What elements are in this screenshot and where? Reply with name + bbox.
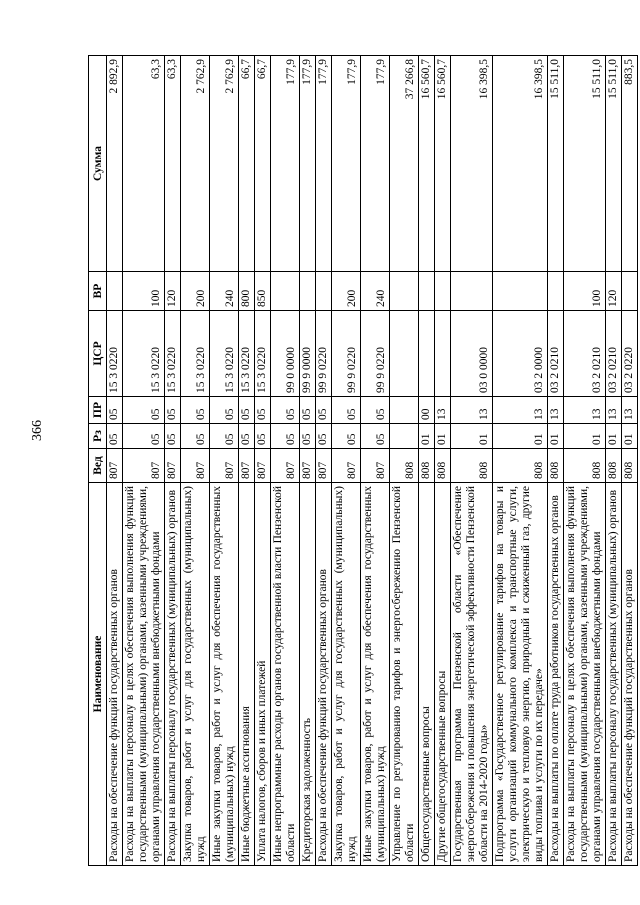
cell-rz: 01	[606, 424, 622, 449]
table-row	[622, 56, 638, 866]
cell-name: Расходы на выплаты персоналу в целях обеспечения выполнения функций государственными (муниципальными) органами, казенными учреждениями, органами управления государственными внебюджетными фондами	[123, 483, 165, 866]
cell-sum: 15 511,0	[606, 56, 622, 272]
cell-sum: 66,7	[239, 56, 255, 272]
cell-pr: 05	[300, 397, 316, 424]
cell-ved: 807	[255, 449, 271, 483]
cell-ved: 807	[210, 449, 239, 483]
cell-name: Расходы на выплаты персоналу государственных (муниципальных) органов	[606, 483, 622, 866]
cell-vr: 120	[165, 272, 181, 311]
cell-rz: 05	[165, 424, 181, 449]
cell-pr: 13	[606, 397, 622, 424]
cell-vr	[300, 272, 316, 311]
cell-ved: 807	[123, 449, 165, 483]
cell-ved: 807	[300, 449, 316, 483]
cell-pr: 13	[548, 397, 564, 424]
cell-csr: 03 2 0210	[548, 311, 564, 397]
cell-pr: 05	[271, 397, 300, 424]
cell-sum: 15 511,0	[548, 56, 564, 272]
cell-vr	[622, 272, 638, 311]
cell-pr: 05	[332, 397, 361, 424]
cell-ved: 807	[165, 449, 181, 483]
cell-vr: 100	[123, 272, 165, 311]
cell-name: Управление по регулированию тарифов и энергосбережению Пензенской области	[390, 483, 419, 866]
cell-sum: 177,9	[361, 56, 390, 272]
cell-ved: 808	[451, 449, 493, 483]
cell-ved: 808	[564, 449, 606, 483]
cell-rz: 05	[361, 424, 390, 449]
cell-name: Кредиторская задолженность	[300, 483, 316, 866]
cell-csr: 15 3 0220	[181, 311, 210, 397]
cell-rz: 01	[435, 424, 451, 449]
cell-sum: 66,7	[255, 56, 271, 272]
cell-ved: 808	[435, 449, 451, 483]
header-ved: Вед	[89, 449, 107, 483]
cell-csr: 15 3 0220	[210, 311, 239, 397]
cell-csr: 03 2 0210	[564, 311, 606, 397]
cell-name: Общегосударственные вопросы	[419, 483, 435, 866]
header-name: Наименование	[89, 483, 107, 866]
cell-rz: 01	[622, 424, 638, 449]
table-row	[210, 56, 239, 866]
cell-name: Расходы на выплаты по оплате труда работников государственных органов	[548, 483, 564, 866]
cell-sum: 177,9	[316, 56, 332, 272]
table-row	[239, 56, 255, 866]
cell-pr: 13	[564, 397, 606, 424]
cell-pr	[390, 397, 419, 424]
cell-ved: 808	[606, 449, 622, 483]
cell-sum: 177,9	[271, 56, 300, 272]
table-row	[419, 56, 435, 866]
cell-pr: 13	[451, 397, 493, 424]
cell-ved: 807	[107, 449, 123, 483]
cell-vr	[316, 272, 332, 311]
cell-rz: 05	[210, 424, 239, 449]
cell-vr: 200	[332, 272, 361, 311]
cell-rz: 05	[332, 424, 361, 449]
cell-rz: 01	[564, 424, 606, 449]
cell-sum: 37 266,8	[390, 56, 419, 272]
cell-name: Иные закупки товаров, работ и услуг для обеспечения государственных (муниципальных) нужд	[210, 483, 239, 866]
cell-name: Другие общегосударственные вопросы	[435, 483, 451, 866]
cell-sum: 2 892,9	[107, 56, 123, 272]
cell-rz: 05	[107, 424, 123, 449]
cell-csr: 03 2 0220	[622, 311, 638, 397]
cell-ved: 808	[622, 449, 638, 483]
table-row	[332, 56, 361, 866]
cell-rz: 05	[300, 424, 316, 449]
cell-vr: 200	[181, 272, 210, 311]
cell-name: Расходы на выплаты персоналу в целях обеспечения выполнения функций государственными (муниципальными) органами, казенными учреждениями, органами управления государственными внебюджетными фондами	[564, 483, 606, 866]
cell-sum: 2 762,9	[210, 56, 239, 272]
cell-rz: 01	[493, 424, 548, 449]
cell-vr	[548, 272, 564, 311]
cell-pr: 05	[107, 397, 123, 424]
cell-ved: 807	[239, 449, 255, 483]
cell-vr	[271, 272, 300, 311]
cell-csr: 15 3 0220	[255, 311, 271, 397]
cell-ved: 808	[548, 449, 564, 483]
cell-rz: 01	[451, 424, 493, 449]
header-pr: ПР	[89, 397, 107, 424]
cell-rz	[390, 424, 419, 449]
cell-sum: 16 560,7	[435, 56, 451, 272]
cell-csr: 99 9 0000	[300, 311, 316, 397]
cell-pr: 13	[435, 397, 451, 424]
cell-ved: 807	[361, 449, 390, 483]
cell-pr: 05	[210, 397, 239, 424]
cell-pr: 05	[181, 397, 210, 424]
cell-name: Иные закупки товаров, работ и услуг для обеспечения государственных (муниципальных) нужд	[361, 483, 390, 866]
cell-sum: 883,5	[622, 56, 638, 272]
cell-rz: 05	[316, 424, 332, 449]
table-row	[255, 56, 271, 866]
cell-name: Закупка товаров, работ и услуг для государственных (муниципальных) нужд	[332, 483, 361, 866]
cell-name: Расходы на выплаты персоналу государственных (муниципальных) органов	[165, 483, 181, 866]
cell-name: Государственная программа Пензенской области «Обеспечение энергосбережения и повышения энергетической эффективности Пензенской области на 2014-2020 годы»	[451, 483, 493, 866]
cell-name: Уплата налогов, сборов и иных платежей	[255, 483, 271, 866]
cell-csr: 03 2 0210	[606, 311, 622, 397]
cell-pr: 05	[255, 397, 271, 424]
cell-csr: 15 3 0220	[107, 311, 123, 397]
cell-sum: 2 762,9	[181, 56, 210, 272]
cell-name: Расходы на обеспечение функций государственных органов	[316, 483, 332, 866]
cell-rz: 01	[548, 424, 564, 449]
cell-ved: 807	[181, 449, 210, 483]
table-row	[361, 56, 390, 866]
cell-sum: 15 511,0	[564, 56, 606, 272]
table-row	[451, 56, 493, 866]
table-row	[564, 56, 606, 866]
cell-sum: 177,9	[332, 56, 361, 272]
cell-vr	[451, 272, 493, 311]
cell-vr: 800	[239, 272, 255, 311]
cell-vr: 120	[606, 272, 622, 311]
cell-csr: 15 3 0220	[239, 311, 255, 397]
table-row	[493, 56, 548, 866]
cell-sum: 63,3	[123, 56, 165, 272]
cell-name: Иные бюджетные ассигнования	[239, 483, 255, 866]
cell-csr: 15 3 0220	[123, 311, 165, 397]
cell-pr: 05	[165, 397, 181, 424]
cell-csr: 99 0 0000	[271, 311, 300, 397]
cell-pr: 00	[419, 397, 435, 424]
cell-vr: 850	[255, 272, 271, 311]
cell-csr: 99 9 0220	[361, 311, 390, 397]
cell-vr	[107, 272, 123, 311]
table-row	[606, 56, 622, 866]
cell-csr: 15 3 0220	[165, 311, 181, 397]
cell-ved: 807	[332, 449, 361, 483]
rotated-page	[88, 56, 635, 866]
cell-rz: 05	[255, 424, 271, 449]
table-row	[181, 56, 210, 866]
cell-rz: 01	[419, 424, 435, 449]
cell-name: Иные непрограммные расходы органов государственной власти Пензенской области	[271, 483, 300, 866]
cell-vr: 240	[210, 272, 239, 311]
cell-csr: 99 9 0220	[316, 311, 332, 397]
cell-vr: 240	[361, 272, 390, 311]
header-rz: Рз	[89, 424, 107, 449]
cell-rz: 05	[239, 424, 255, 449]
table-row	[271, 56, 300, 866]
cell-csr	[435, 311, 451, 397]
cell-ved: 808	[419, 449, 435, 483]
cell-sum: 16 398,5	[451, 56, 493, 272]
cell-pr: 05	[316, 397, 332, 424]
cell-ved: 808	[493, 449, 548, 483]
header-sum: Сумма	[89, 56, 107, 272]
cell-csr	[390, 311, 419, 397]
cell-name: Подпрограмма «Государственное регулирование тарифов на товары и услуги организаций коммунального комплекса и транспортные услуги, электрическую и тепловую энергию, природный и сжиженный газ, другие виды топлива и услуги по их передаче»	[493, 483, 548, 866]
cell-pr: 05	[239, 397, 255, 424]
cell-name: Закупка товаров, работ и услуг для государственных (муниципальных) нужд	[181, 483, 210, 866]
table-row	[300, 56, 316, 866]
cell-sum: 16 398,5	[493, 56, 548, 272]
budget-table	[88, 55, 638, 866]
cell-pr: 05	[123, 397, 165, 424]
cell-vr	[493, 272, 548, 311]
cell-csr	[419, 311, 435, 397]
cell-sum: 16 560,7	[419, 56, 435, 272]
cell-vr: 100	[564, 272, 606, 311]
cell-rz: 05	[181, 424, 210, 449]
table-row	[123, 56, 165, 866]
cell-csr: 03 2 0000	[493, 311, 548, 397]
table-header-row	[89, 56, 107, 866]
table-row	[316, 56, 332, 866]
table-row	[390, 56, 419, 866]
cell-vr	[435, 272, 451, 311]
header-csr: ЦСР	[89, 311, 107, 397]
table-row	[435, 56, 451, 866]
cell-ved: 807	[271, 449, 300, 483]
page-number: 366	[30, 420, 45, 441]
cell-sum: 177,9	[300, 56, 316, 272]
table-row	[548, 56, 564, 866]
cell-ved: 807	[316, 449, 332, 483]
header-vr: ВР	[89, 272, 107, 311]
cell-rz: 05	[271, 424, 300, 449]
cell-name: Расходы на обеспечение функций государственных органов	[622, 483, 638, 866]
cell-pr: 05	[361, 397, 390, 424]
cell-pr: 13	[622, 397, 638, 424]
cell-sum: 63,3	[165, 56, 181, 272]
table-body	[107, 56, 638, 866]
cell-rz: 05	[123, 424, 165, 449]
cell-name: Расходы на обеспечение функций государственных органов	[107, 483, 123, 866]
cell-vr	[390, 272, 419, 311]
cell-vr	[419, 272, 435, 311]
cell-csr: 99 9 0220	[332, 311, 361, 397]
table-row	[107, 56, 123, 866]
cell-csr: 03 0 0000	[451, 311, 493, 397]
cell-ved: 808	[390, 449, 419, 483]
table-row	[165, 56, 181, 866]
cell-pr: 13	[493, 397, 548, 424]
